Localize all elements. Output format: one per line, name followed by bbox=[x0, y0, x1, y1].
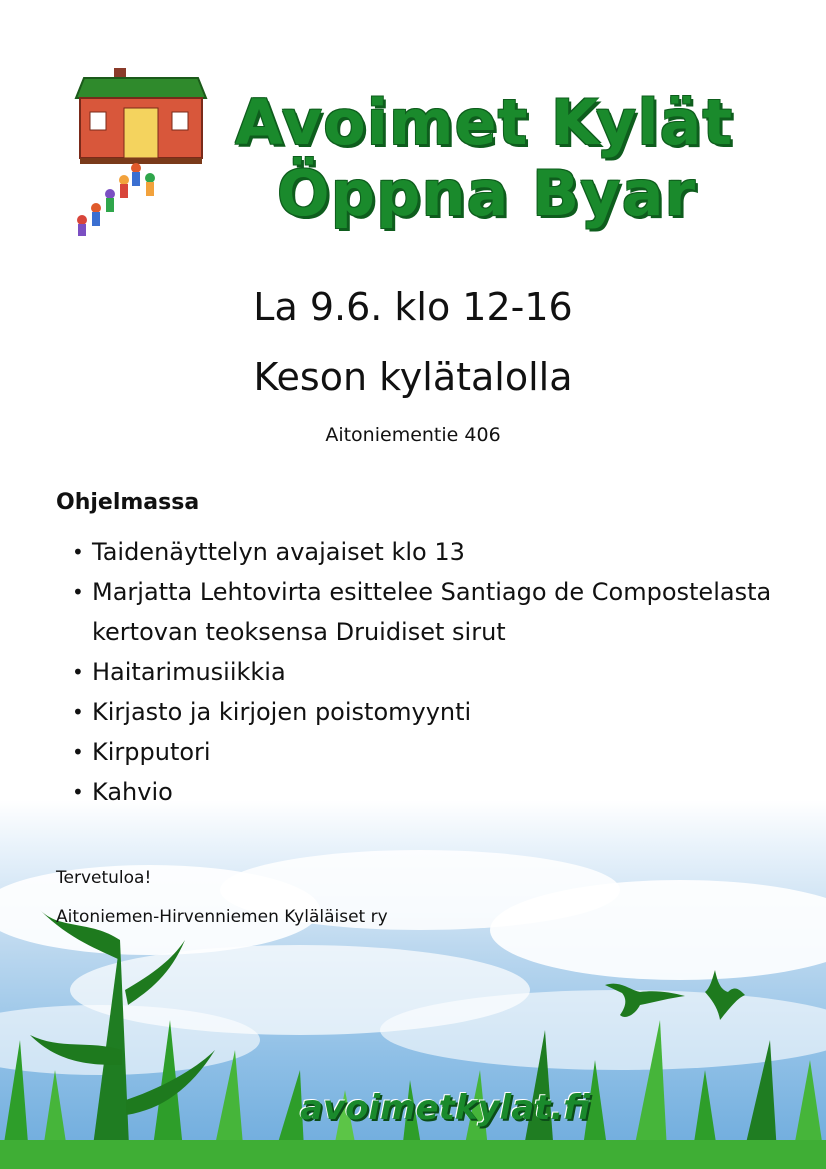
event-date-time: La 9.6. klo 12-16 bbox=[253, 285, 573, 329]
organizer-name: Aitoniemen-Hirvenniemen Kyläläiset ry bbox=[56, 907, 388, 927]
title-line-1: Avoimet Kylät bbox=[235, 86, 734, 159]
birds-illustration bbox=[600, 960, 750, 1030]
bullet-icon: • bbox=[72, 660, 84, 684]
list-item bbox=[72, 652, 792, 692]
event-place: Keson kylätalolla bbox=[253, 355, 573, 399]
program-item-text: Kahvio bbox=[92, 778, 173, 806]
list-item bbox=[72, 772, 792, 812]
event-address: Aitoniementie 406 bbox=[325, 424, 501, 446]
list-item bbox=[72, 732, 792, 772]
village-house-logo bbox=[66, 68, 216, 238]
welcome-text: Tervetuloa! bbox=[56, 868, 152, 888]
program-item-text: Haitarimusiikkia bbox=[92, 658, 286, 686]
program-list bbox=[72, 532, 792, 812]
list-item bbox=[72, 572, 792, 652]
program-item-text: Marjatta Lehtovirta esittelee Santiago de Compostelasta kertovan teoksensa Druidiset sirut bbox=[92, 578, 772, 646]
list-item bbox=[72, 692, 792, 732]
bullet-icon: • bbox=[72, 580, 84, 604]
program-item-text: Kirjasto ja kirjojen poistomyynti bbox=[92, 698, 472, 726]
program-item-text: Kirpputori bbox=[92, 738, 211, 766]
program-heading: Ohjelmassa bbox=[56, 490, 200, 515]
bullet-icon: • bbox=[72, 780, 84, 804]
bullet-icon: • bbox=[72, 700, 84, 724]
bullet-icon: • bbox=[72, 740, 84, 764]
grass-illustration bbox=[0, 900, 826, 1169]
list-item bbox=[72, 532, 792, 572]
website-link[interactable]: avoimetkylat.fi bbox=[300, 1088, 591, 1128]
bullet-icon: • bbox=[72, 540, 84, 564]
program-item-text: Taidenäyttelyn avajaiset klo 13 bbox=[92, 538, 465, 566]
title-line-2: Öppna Byar bbox=[277, 157, 697, 230]
